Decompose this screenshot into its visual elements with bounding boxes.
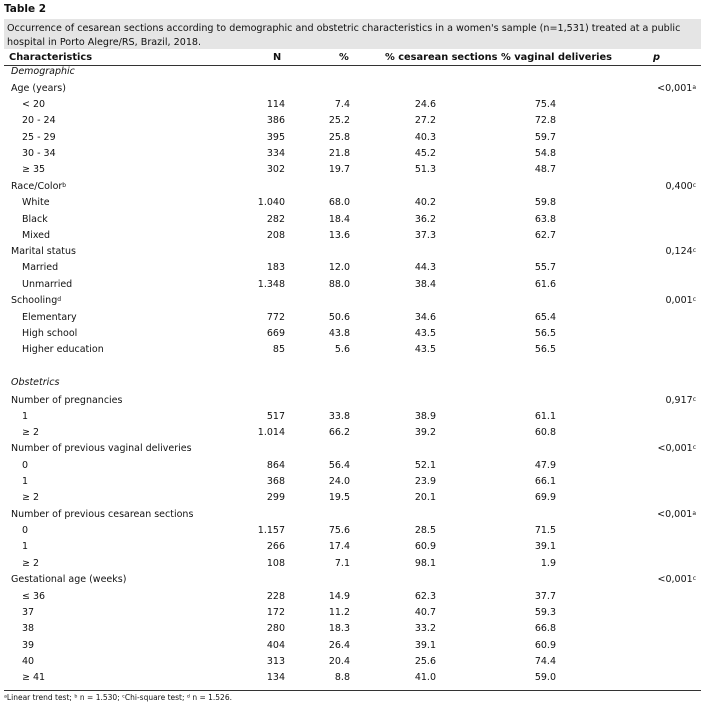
table-caption: Occurrence of cesarean sections according to demographic and obstetric characteristics in a women's sample (n=1,531) treated at a public hospital in Porto Alegre/RS, Brazil, 2018.	[7, 23, 681, 48]
cell-cesarean: 39.2	[414, 427, 436, 438]
table-row	[0, 97, 705, 113]
cell-n: 172	[266, 607, 285, 618]
cell-vaginal: 74.4	[534, 656, 556, 667]
cell-percent: 25.2	[328, 115, 350, 126]
cell-cesarean: 51.3	[414, 164, 436, 175]
row-label: Number of previous vaginal deliveries	[11, 443, 192, 454]
cell-percent: 17.4	[328, 541, 350, 552]
cell-vaginal: 65.4	[534, 312, 556, 323]
row-label: 1	[22, 411, 29, 422]
cell-n: 85	[272, 344, 285, 355]
cell-p-value	[665, 179, 696, 195]
p-value-text: 0,124	[665, 246, 693, 257]
cell-p-value	[665, 293, 696, 309]
row-label: Black	[22, 214, 48, 225]
table-row	[0, 212, 705, 228]
cell-cesarean: 23.9	[414, 476, 436, 487]
cell-percent: 20.4	[328, 656, 350, 667]
cell-cesarean: 98.1	[414, 558, 436, 569]
p-value-text: <0,001	[657, 574, 693, 585]
table-row	[0, 670, 705, 686]
table-row	[0, 326, 705, 342]
table-row	[0, 654, 705, 670]
row-label: Mixed	[22, 230, 51, 241]
cell-vaginal: 60.8	[534, 427, 556, 438]
row-label: ≥ 2	[22, 492, 40, 503]
cell-vaginal: 47.9	[534, 460, 556, 471]
cell-n: 208	[266, 230, 285, 241]
table-row	[0, 277, 705, 293]
cell-percent: 88.0	[328, 279, 350, 290]
table-row	[0, 474, 705, 490]
cell-percent: 13.6	[328, 230, 350, 241]
cell-percent: 18.3	[328, 623, 350, 634]
cell-n: 313	[266, 656, 285, 667]
row-label: Race/Color$^b$	[11, 181, 67, 192]
row-label: Unmarried	[22, 279, 73, 290]
header-cesarean: % cesarean sections	[385, 52, 498, 63]
table-row	[0, 195, 705, 211]
p-value-text: <0,001	[657, 443, 693, 454]
cell-n: 114	[266, 99, 285, 110]
cell-cesarean: 40.7	[414, 607, 436, 618]
cell-vaginal: 60.9	[534, 640, 556, 651]
table-label: Table 2	[4, 3, 47, 15]
row-label: 1	[22, 541, 29, 552]
row-label: Higher education	[22, 344, 104, 355]
cell-vaginal: 59.3	[534, 607, 556, 618]
label-superscript: b	[62, 182, 67, 189]
cell-percent: 25.8	[328, 132, 350, 143]
cell-cesarean: 28.5	[414, 525, 436, 536]
group-heading-row	[0, 507, 705, 523]
table-row	[0, 589, 705, 605]
p-value-superscript: a	[692, 84, 696, 91]
cell-n: 368	[266, 476, 285, 487]
cell-percent: 8.8	[334, 672, 350, 683]
cell-n: 1.157	[257, 525, 285, 536]
header-characteristics: Characteristics	[9, 52, 93, 63]
p-value-text: <0,001	[657, 83, 693, 94]
cell-cesarean: 44.3	[414, 262, 436, 273]
cell-percent: 11.2	[328, 607, 350, 618]
table-row	[0, 638, 705, 654]
row-label: 0	[22, 460, 29, 471]
cell-cesarean: 33.2	[414, 623, 436, 634]
row-label: 39	[22, 640, 35, 651]
cell-percent: 66.2	[328, 427, 350, 438]
cell-percent: 68.0	[328, 197, 350, 208]
row-label: Schooling$^d$	[11, 295, 62, 306]
cell-vaginal: 75.4	[534, 99, 556, 110]
cell-percent: 33.8	[328, 411, 350, 422]
cell-cesarean: 37.3	[414, 230, 436, 241]
row-label: White	[22, 197, 50, 208]
cell-cesarean: 40.3	[414, 132, 436, 143]
cell-vaginal: 71.5	[534, 525, 556, 536]
cell-p-value	[665, 244, 696, 260]
cell-vaginal: 55.7	[534, 262, 556, 273]
group-heading-row	[0, 293, 705, 309]
cell-percent: 7.1	[334, 558, 350, 569]
cell-n: 517	[266, 411, 285, 422]
cell-cesarean: 40.2	[414, 197, 436, 208]
row-label: 0	[22, 525, 29, 536]
table-row	[0, 146, 705, 162]
table-row	[0, 425, 705, 441]
group-heading-row	[0, 244, 705, 260]
table-row	[0, 490, 705, 506]
cell-vaginal: 37.7	[534, 591, 556, 602]
cell-cesarean: 43.5	[414, 344, 436, 355]
row-label: ≥ 41	[22, 672, 46, 683]
table-row	[0, 409, 705, 425]
cell-n: 108	[266, 558, 285, 569]
row-label: Demographic	[11, 66, 75, 77]
cell-vaginal: 39.1	[534, 541, 556, 552]
table-row	[0, 523, 705, 539]
header-p-value: p	[653, 52, 661, 63]
header-percent: %	[339, 52, 349, 63]
p-value-superscript: c	[692, 575, 696, 582]
table-row	[0, 228, 705, 244]
row-label: ≥ 35	[22, 164, 46, 175]
cell-vaginal: 59.8	[534, 197, 556, 208]
table-row	[0, 556, 705, 572]
row-label: Elementary	[22, 312, 77, 323]
table-row	[0, 605, 705, 621]
label-superscript: d	[57, 296, 62, 303]
cell-percent: 18.4	[328, 214, 350, 225]
cell-n: 669	[266, 328, 285, 339]
p-value-superscript: c	[692, 296, 696, 303]
row-label: ≥ 2	[22, 427, 40, 438]
cell-vaginal: 59.0	[534, 672, 556, 683]
row-label: 38	[22, 623, 35, 634]
cell-percent: 14.9	[328, 591, 350, 602]
row-label: 37	[22, 607, 35, 618]
group-heading-row	[0, 179, 705, 195]
cell-n: 395	[266, 132, 285, 143]
group-heading-row	[0, 81, 705, 97]
cell-n: 302	[266, 164, 285, 175]
cell-cesarean: 62.3	[414, 591, 436, 602]
row-label: Married	[22, 262, 59, 273]
cell-vaginal: 54.8	[534, 148, 556, 159]
row-label: 20 - 24	[22, 115, 56, 126]
cell-n: 404	[266, 640, 285, 651]
cell-percent: 75.6	[328, 525, 350, 536]
group-heading-row	[0, 572, 705, 588]
section-heading-row	[0, 375, 705, 391]
cell-cesarean: 25.6	[414, 656, 436, 667]
table-row	[0, 458, 705, 474]
cell-n: 1.040	[257, 197, 285, 208]
cell-vaginal: 66.1	[534, 476, 556, 487]
cell-percent: 12.0	[328, 262, 350, 273]
cell-cesarean: 20.1	[414, 492, 436, 503]
p-value-text: <0,001	[657, 509, 693, 520]
cell-percent: 5.6	[334, 344, 350, 355]
cell-n: 1.014	[257, 427, 285, 438]
cell-cesarean: 34.6	[414, 312, 436, 323]
table-footnote: ᵃLinear trend test; ᵇ n = 1.530; ᶜChi-square test; ᵈ n = 1.526.	[4, 693, 232, 702]
table-bottom-rule	[4, 690, 701, 691]
row-label: Age (years)	[11, 83, 66, 94]
cell-percent: 24.0	[328, 476, 350, 487]
table-row	[0, 310, 705, 326]
table-row	[0, 621, 705, 637]
p-value-superscript: c	[692, 182, 696, 189]
p-value-superscript: c	[692, 444, 696, 451]
cell-vaginal: 72.8	[534, 115, 556, 126]
row-label: Marital status	[11, 246, 76, 257]
table-row	[0, 260, 705, 276]
cell-vaginal: 59.7	[534, 132, 556, 143]
p-value-text: 0,917	[665, 395, 693, 406]
p-value-superscript: a	[692, 510, 696, 517]
cell-vaginal: 61.6	[534, 279, 556, 290]
row-label: Gestational age (weeks)	[11, 574, 127, 585]
row-label: Number of pregnancies	[11, 395, 123, 406]
header-vaginal: % vaginal deliveries	[501, 52, 613, 63]
cell-cesarean: 52.1	[414, 460, 436, 471]
cell-percent: 21.8	[328, 148, 350, 159]
row-label: Obstetrics	[11, 377, 60, 388]
p-value-text: 0,400	[665, 181, 693, 192]
row-label: 1	[22, 476, 29, 487]
row-label: ≤ 36	[22, 591, 46, 602]
group-heading-row	[0, 393, 705, 409]
cell-n: 772	[266, 312, 285, 323]
cell-n: 266	[266, 541, 285, 552]
cell-percent: 56.4	[328, 460, 350, 471]
cell-n: 386	[266, 115, 285, 126]
cell-cesarean: 36.2	[414, 214, 436, 225]
cell-cesarean: 38.4	[414, 279, 436, 290]
cell-cesarean: 24.6	[414, 99, 436, 110]
cell-p-value	[657, 81, 696, 97]
row-label: 40	[22, 656, 35, 667]
table-row	[0, 162, 705, 178]
row-label: 25 - 29	[22, 132, 56, 143]
cell-percent: 19.7	[328, 164, 350, 175]
cell-cesarean: 27.2	[414, 115, 436, 126]
cell-cesarean: 45.2	[414, 148, 436, 159]
header-n: N	[273, 52, 282, 63]
cell-percent: 50.6	[328, 312, 350, 323]
cell-vaginal: 56.5	[534, 344, 556, 355]
cell-cesarean: 39.1	[414, 640, 436, 651]
row-label: High school	[22, 328, 78, 339]
cell-n: 183	[266, 262, 285, 273]
cell-cesarean: 41.0	[414, 672, 436, 683]
cell-vaginal: 69.9	[534, 492, 556, 503]
row-label: 30 - 34	[22, 148, 56, 159]
cell-n: 864	[266, 460, 285, 471]
cell-vaginal: 63.8	[534, 214, 556, 225]
cell-percent: 7.4	[334, 99, 350, 110]
cell-cesarean: 60.9	[414, 541, 436, 552]
cell-percent: 19.5	[328, 492, 350, 503]
row-label: Number of previous cesarean sections	[11, 509, 194, 520]
group-heading-row	[0, 441, 705, 457]
cell-n: 334	[266, 148, 285, 159]
row-label: ≥ 2	[22, 558, 40, 569]
cell-n: 280	[266, 623, 285, 634]
cell-vaginal: 61.1	[534, 411, 556, 422]
p-value-superscript: c	[692, 396, 696, 403]
table-row	[0, 539, 705, 555]
cell-cesarean: 38.9	[414, 411, 436, 422]
cell-vaginal: 48.7	[534, 164, 556, 175]
cell-vaginal: 56.5	[534, 328, 556, 339]
cell-vaginal: 66.8	[534, 623, 556, 634]
p-value-superscript: c	[692, 247, 696, 254]
cell-n: 299	[266, 492, 285, 503]
cell-n: 1.348	[257, 279, 285, 290]
cell-vaginal: 1.9	[540, 558, 556, 569]
cell-p-value	[658, 441, 696, 457]
row-label: < 20	[22, 99, 46, 110]
cell-n: 134	[266, 672, 285, 683]
cell-n: 228	[266, 591, 285, 602]
table-row	[0, 130, 705, 146]
cell-percent: 26.4	[328, 640, 350, 651]
section-heading-row	[0, 64, 705, 80]
p-value-text: 0,001	[665, 295, 693, 306]
table-row	[0, 113, 705, 129]
cell-p-value	[665, 393, 696, 409]
cell-n: 282	[266, 214, 285, 225]
table-row	[0, 342, 705, 358]
cell-p-value	[657, 507, 696, 523]
cell-p-value	[658, 572, 696, 588]
cell-percent: 43.8	[328, 328, 350, 339]
cell-vaginal: 62.7	[534, 230, 556, 241]
cell-cesarean: 43.5	[414, 328, 436, 339]
